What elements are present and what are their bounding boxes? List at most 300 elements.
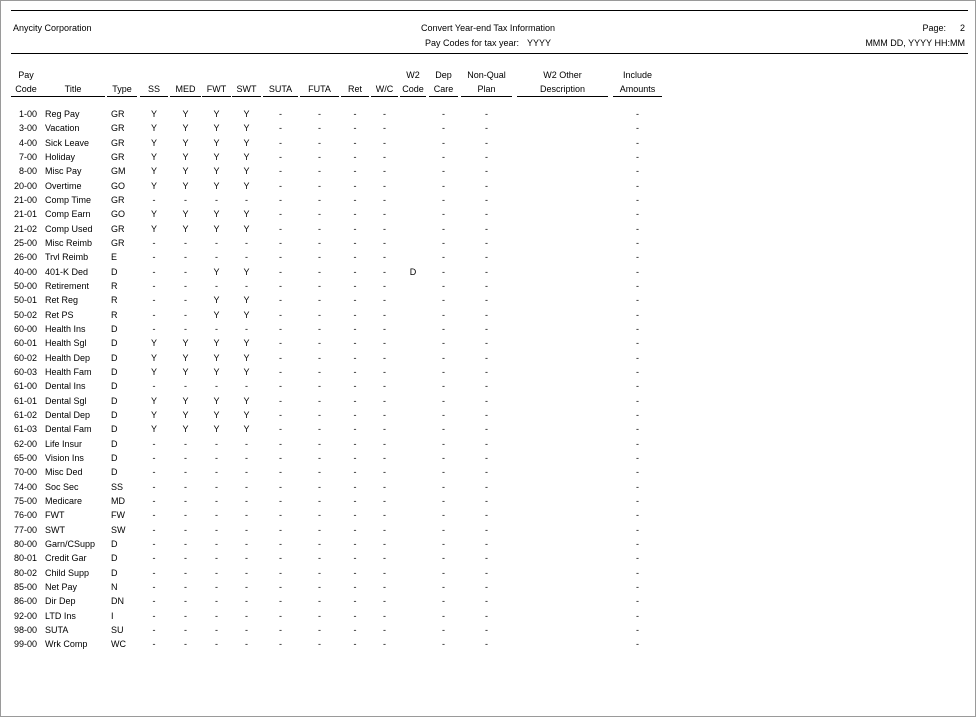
cell-swt: Y <box>243 352 250 363</box>
table-row <box>11 365 672 379</box>
cell-futa: - <box>318 596 321 607</box>
column-header-line2: Type <box>112 84 132 94</box>
table-row <box>11 437 672 451</box>
cell-type: SW <box>111 524 126 535</box>
cell-suta: - <box>279 180 282 191</box>
cell-swt: - <box>245 553 248 564</box>
cell-nonqual: - <box>485 137 488 148</box>
cell-w2other <box>517 293 613 307</box>
cell-med: - <box>184 624 187 635</box>
company-name: Anycity Corporation <box>13 23 92 33</box>
cell-w2code <box>400 637 429 651</box>
cell-w2other <box>517 336 613 350</box>
cell-ss: Y <box>150 338 157 349</box>
cell-med: - <box>184 481 187 492</box>
cell-med: Y <box>182 223 189 234</box>
page-number: 2 <box>959 23 965 33</box>
cell-depcare: - <box>442 152 445 163</box>
cell-ret: - <box>353 639 357 650</box>
cell-type: D <box>111 410 118 421</box>
cell-type: SS <box>111 481 124 492</box>
cell-type: D <box>111 324 118 335</box>
cell-wc: - <box>383 180 386 191</box>
column-header-line2: Description <box>539 84 586 94</box>
column-header-line2: W/C <box>375 84 394 94</box>
cell-futa: - <box>318 109 321 120</box>
cell-type: R <box>111 281 118 292</box>
column-header-type <box>107 63 137 97</box>
cell-w2code <box>400 236 429 250</box>
cell-fwt: Y <box>213 266 220 277</box>
cell-ret: - <box>353 367 357 378</box>
cell-include: - <box>636 610 639 621</box>
column-header-med <box>170 63 201 97</box>
cell-swt: Y <box>243 152 250 163</box>
cell-ret: - <box>353 596 357 607</box>
cell-swt: - <box>245 195 248 206</box>
cell-swt: - <box>245 496 248 507</box>
cell-w2code <box>400 150 429 164</box>
cell-fwt: - <box>215 510 218 521</box>
column-header-wc <box>371 63 398 97</box>
cell-w2code <box>400 379 429 393</box>
cell-include: - <box>636 496 639 507</box>
cell-futa: - <box>318 481 321 492</box>
cell-w2code <box>400 193 429 207</box>
cell-ss: Y <box>150 166 157 177</box>
cell-include: - <box>636 624 639 635</box>
cell-futa: - <box>318 381 321 392</box>
column-header-line2: Title <box>64 84 82 94</box>
cell-fwt: Y <box>213 410 220 421</box>
cell-suta: - <box>279 209 282 220</box>
cell-wc: - <box>383 223 386 234</box>
cell-w2other <box>517 580 613 594</box>
cell-fwt: - <box>215 624 218 635</box>
cell-code: 50-00 <box>13 281 37 292</box>
table-row <box>11 293 672 307</box>
cell-ss: - <box>152 309 156 320</box>
table-row <box>11 250 672 264</box>
cell-code: 50-02 <box>13 309 37 320</box>
cell-ss: - <box>152 324 156 335</box>
cell-med: - <box>184 610 187 621</box>
table-row <box>11 566 672 580</box>
cell-ss: - <box>152 238 156 249</box>
cell-futa: - <box>318 410 321 421</box>
cell-depcare: - <box>442 624 445 635</box>
cell-wc: - <box>383 453 386 464</box>
cell-suta: - <box>279 453 282 464</box>
cell-futa: - <box>318 438 321 449</box>
cell-type: SU <box>111 624 124 635</box>
cell-include: - <box>636 410 639 421</box>
cell-depcare: - <box>442 510 445 521</box>
cell-nonqual: - <box>485 539 488 549</box>
cell-med: - <box>184 281 187 292</box>
cell-w2other <box>517 623 613 637</box>
table-row <box>11 580 672 594</box>
cell-suta: - <box>279 524 282 535</box>
cell-depcare: - <box>442 324 445 335</box>
cell-med: - <box>184 539 187 549</box>
cell-swt: - <box>245 438 248 449</box>
cell-w2other <box>517 150 613 164</box>
cell-code: 80-01 <box>13 553 37 564</box>
cell-title: Life Insur <box>45 438 83 449</box>
cell-med: - <box>184 467 187 478</box>
cell-fwt: Y <box>213 367 220 378</box>
cell-swt: - <box>245 524 248 535</box>
cell-include: - <box>636 166 639 177</box>
cell-ss: - <box>152 639 156 650</box>
cell-nonqual: - <box>485 381 488 392</box>
cell-ret: - <box>353 496 357 507</box>
cell-title: FWT <box>45 510 65 521</box>
column-header-include <box>613 63 662 97</box>
column-header-ret <box>341 63 369 97</box>
cell-include: - <box>636 481 639 492</box>
cell-ret: - <box>353 424 357 435</box>
cell-w2other <box>517 608 613 622</box>
cell-include: - <box>636 295 639 306</box>
cell-include: - <box>636 395 639 406</box>
cell-swt: - <box>245 481 248 492</box>
cell-code: 77-00 <box>13 524 37 535</box>
cell-med: Y <box>182 180 189 191</box>
table-row <box>11 179 672 193</box>
cell-ss: Y <box>150 152 157 163</box>
cell-title: Comp Used <box>45 223 93 234</box>
cell-type: R <box>111 295 118 306</box>
cell-med: - <box>184 639 187 650</box>
table-row <box>11 222 672 236</box>
cell-futa: - <box>318 123 321 134</box>
cell-med: Y <box>182 424 189 435</box>
cell-title: Misc Ded <box>45 467 83 478</box>
cell-type: GO <box>111 180 126 191</box>
cell-code: 60-01 <box>13 338 37 349</box>
table-row <box>11 465 672 479</box>
cell-depcare: - <box>442 424 445 435</box>
cell-swt: - <box>245 467 248 478</box>
cell-w2code <box>400 222 429 236</box>
cell-w2code <box>400 394 429 408</box>
cell-med: Y <box>182 395 189 406</box>
cell-include: - <box>636 453 639 464</box>
cell-med: - <box>184 309 187 320</box>
cell-depcare: - <box>442 539 445 549</box>
cell-med: Y <box>182 109 189 120</box>
cell-futa: - <box>318 338 321 349</box>
cell-ret: - <box>353 581 357 592</box>
cell-futa: - <box>318 166 321 177</box>
cell-code: 60-03 <box>13 367 37 378</box>
cell-include: - <box>636 338 639 349</box>
cell-code: 61-02 <box>13 410 37 421</box>
cell-type: D <box>111 438 118 449</box>
cell-fwt: - <box>215 281 218 292</box>
cell-wc: - <box>383 123 386 134</box>
cell-code: 86-00 <box>13 596 37 607</box>
cell-title: Reg Pay <box>45 109 80 120</box>
cell-wc: - <box>383 639 386 650</box>
cell-title: Dir Dep <box>45 596 76 607</box>
cell-nonqual: - <box>485 438 488 449</box>
cell-depcare: - <box>442 238 445 249</box>
cell-fwt: - <box>215 238 218 249</box>
cell-fwt: Y <box>213 223 220 234</box>
cell-type: N <box>111 581 118 592</box>
cell-ss: Y <box>150 424 157 435</box>
cell-nonqual: - <box>485 338 488 349</box>
cell-fwt: Y <box>213 295 220 306</box>
column-header-line2: FWT <box>206 84 227 94</box>
cell-code: 21-01 <box>13 209 37 220</box>
cell-ret: - <box>353 195 357 206</box>
cell-title: LTD Ins <box>45 610 76 621</box>
cell-code: 61-00 <box>13 381 37 392</box>
cell-nonqual: - <box>485 453 488 464</box>
column-header-ss <box>140 63 168 97</box>
cell-wc: - <box>383 524 386 535</box>
cell-wc: - <box>383 438 386 449</box>
cell-title: Health Ins <box>45 324 86 335</box>
cell-fwt: Y <box>213 395 220 406</box>
cell-wc: - <box>383 137 386 148</box>
cell-ret: - <box>353 295 357 306</box>
cell-nonqual: - <box>485 252 488 263</box>
cell-include: - <box>636 238 639 249</box>
cell-w2other <box>517 308 613 322</box>
cell-suta: - <box>279 367 282 378</box>
column-header-suta <box>263 63 298 97</box>
table-row <box>11 480 672 494</box>
cell-nonqual: - <box>485 424 488 435</box>
cell-suta: - <box>279 639 282 650</box>
cell-include: - <box>636 524 639 535</box>
cell-ss: - <box>152 438 156 449</box>
cell-wc: - <box>383 109 386 120</box>
cell-swt: Y <box>243 395 250 406</box>
cell-w2code <box>400 322 429 336</box>
cell-wc: - <box>383 324 386 335</box>
cell-code: 3-00 <box>18 123 37 134</box>
cell-type: GR <box>111 238 125 249</box>
cell-ret: - <box>353 338 357 349</box>
report-datetime: MMM DD, YYYY HH:MM <box>865 38 965 48</box>
cell-wc: - <box>383 510 386 521</box>
cell-nonqual: - <box>485 395 488 406</box>
cell-fwt: - <box>215 453 218 464</box>
cell-ss: - <box>152 596 156 607</box>
cell-include: - <box>636 381 639 392</box>
column-header-futa <box>300 63 339 97</box>
cell-code: 70-00 <box>13 467 37 478</box>
cell-wc: - <box>383 252 386 263</box>
cell-title: Comp Time <box>45 195 92 206</box>
cell-suta: - <box>279 581 282 592</box>
cell-w2code <box>400 250 429 264</box>
table-row <box>11 136 672 150</box>
top-rule <box>11 10 968 11</box>
cell-w2other <box>517 594 613 608</box>
cell-futa: - <box>318 639 321 650</box>
cell-title: Dental Sgl <box>45 395 87 406</box>
cell-ss: - <box>152 539 156 549</box>
cell-wc: - <box>383 195 386 206</box>
cell-w2other <box>517 164 613 178</box>
cell-include: - <box>636 324 639 335</box>
cell-ss: - <box>152 281 156 292</box>
cell-type: D <box>111 467 118 478</box>
cell-fwt: Y <box>213 137 220 148</box>
cell-futa: - <box>318 223 321 234</box>
cell-w2code <box>400 408 429 422</box>
cell-wc: - <box>383 410 386 421</box>
cell-fwt: - <box>215 610 218 621</box>
cell-type: DN <box>111 596 124 607</box>
cell-include: - <box>636 581 639 592</box>
cell-type: D <box>111 352 118 363</box>
cell-swt: Y <box>243 223 250 234</box>
cell-w2code <box>400 107 429 121</box>
cell-nonqual: - <box>485 510 488 521</box>
header-rule <box>11 53 968 54</box>
cell-type: GR <box>111 109 125 120</box>
cell-nonqual: - <box>485 624 488 635</box>
cell-med: - <box>184 252 187 263</box>
cell-type: GR <box>111 123 125 134</box>
cell-futa: - <box>318 496 321 507</box>
column-header-line1: Pay <box>18 70 34 80</box>
cell-title: Dental Ins <box>45 381 86 392</box>
cell-ss: - <box>152 581 156 592</box>
table-row <box>11 308 672 322</box>
cell-suta: - <box>279 410 282 421</box>
cell-suta: - <box>279 295 282 306</box>
cell-code: 1-00 <box>18 109 37 120</box>
cell-w2other <box>517 193 613 207</box>
cell-type: WC <box>111 639 126 650</box>
cell-swt: Y <box>243 309 250 320</box>
cell-ss: - <box>152 266 156 277</box>
cell-nonqual: - <box>485 481 488 492</box>
cell-med: Y <box>182 367 189 378</box>
cell-nonqual: - <box>485 209 488 220</box>
table-row <box>11 394 672 408</box>
column-header-line2: SUTA <box>268 84 293 94</box>
cell-nonqual: - <box>485 581 488 592</box>
pay-codes-table <box>11 107 672 651</box>
cell-depcare: - <box>442 137 445 148</box>
cell-ret: - <box>353 438 357 449</box>
cell-wc: - <box>383 338 386 349</box>
cell-ret: - <box>353 453 357 464</box>
cell-fwt: - <box>215 539 218 549</box>
cell-code: 75-00 <box>13 496 37 507</box>
cell-swt: Y <box>243 123 250 134</box>
column-header-title <box>41 63 105 97</box>
cell-depcare: - <box>442 467 445 478</box>
cell-depcare: - <box>442 223 445 234</box>
cell-fwt: Y <box>213 209 220 220</box>
cell-ss: Y <box>150 123 157 134</box>
cell-fwt: - <box>215 524 218 535</box>
cell-code: 60-00 <box>13 324 37 335</box>
cell-type: MD <box>111 496 125 507</box>
cell-w2code <box>400 551 429 565</box>
cell-ss: Y <box>150 352 157 363</box>
cell-code: 60-02 <box>13 352 37 363</box>
table-row <box>11 265 672 279</box>
cell-w2code <box>400 422 429 436</box>
cell-med: Y <box>182 137 189 148</box>
cell-suta: - <box>279 152 282 163</box>
cell-fwt: Y <box>213 352 220 363</box>
cell-ss: - <box>152 252 156 263</box>
table-row <box>11 523 672 537</box>
cell-med: Y <box>182 123 189 134</box>
cell-include: - <box>636 109 639 120</box>
cell-swt: - <box>245 381 248 392</box>
cell-w2code <box>400 480 429 494</box>
cell-swt: - <box>245 610 248 621</box>
cell-w2code <box>400 623 429 637</box>
cell-type: FW <box>111 510 125 521</box>
cell-nonqual: - <box>485 596 488 607</box>
table-row <box>11 107 672 121</box>
cell-swt: Y <box>243 338 250 349</box>
report-subtitle <box>425 38 551 48</box>
table-row <box>11 207 672 221</box>
cell-w2code <box>400 523 429 537</box>
cell-ss: - <box>152 553 156 564</box>
cell-med: - <box>184 496 187 507</box>
cell-w2other <box>517 451 613 465</box>
cell-include: - <box>636 281 639 292</box>
cell-wc: - <box>383 352 386 363</box>
cell-med: - <box>184 581 187 592</box>
cell-include: - <box>636 195 639 206</box>
cell-ret: - <box>353 553 357 564</box>
table-row <box>11 551 672 565</box>
cell-fwt: - <box>215 381 218 392</box>
cell-suta: - <box>279 195 282 206</box>
cell-w2code <box>400 580 429 594</box>
table-row <box>11 637 672 651</box>
cell-ret: - <box>353 624 357 635</box>
table-row <box>11 236 672 250</box>
cell-title: Overtime <box>45 180 82 191</box>
cell-type: D <box>111 367 118 378</box>
cell-nonqual: - <box>485 309 488 320</box>
cell-code: 62-00 <box>13 438 37 449</box>
cell-ret: - <box>353 137 357 148</box>
table-row <box>11 608 672 622</box>
column-header-line2: SWT <box>236 84 257 94</box>
cell-code: 21-02 <box>13 223 37 234</box>
cell-futa: - <box>318 324 321 335</box>
cell-futa: - <box>318 453 321 464</box>
column-header-line1: Include <box>622 70 653 80</box>
cell-wc: - <box>383 596 386 607</box>
cell-code: 76-00 <box>13 510 37 521</box>
cell-title: Dental Fam <box>45 424 92 435</box>
cell-wc: - <box>383 553 386 564</box>
cell-med: - <box>184 567 187 578</box>
cell-include: - <box>636 424 639 435</box>
